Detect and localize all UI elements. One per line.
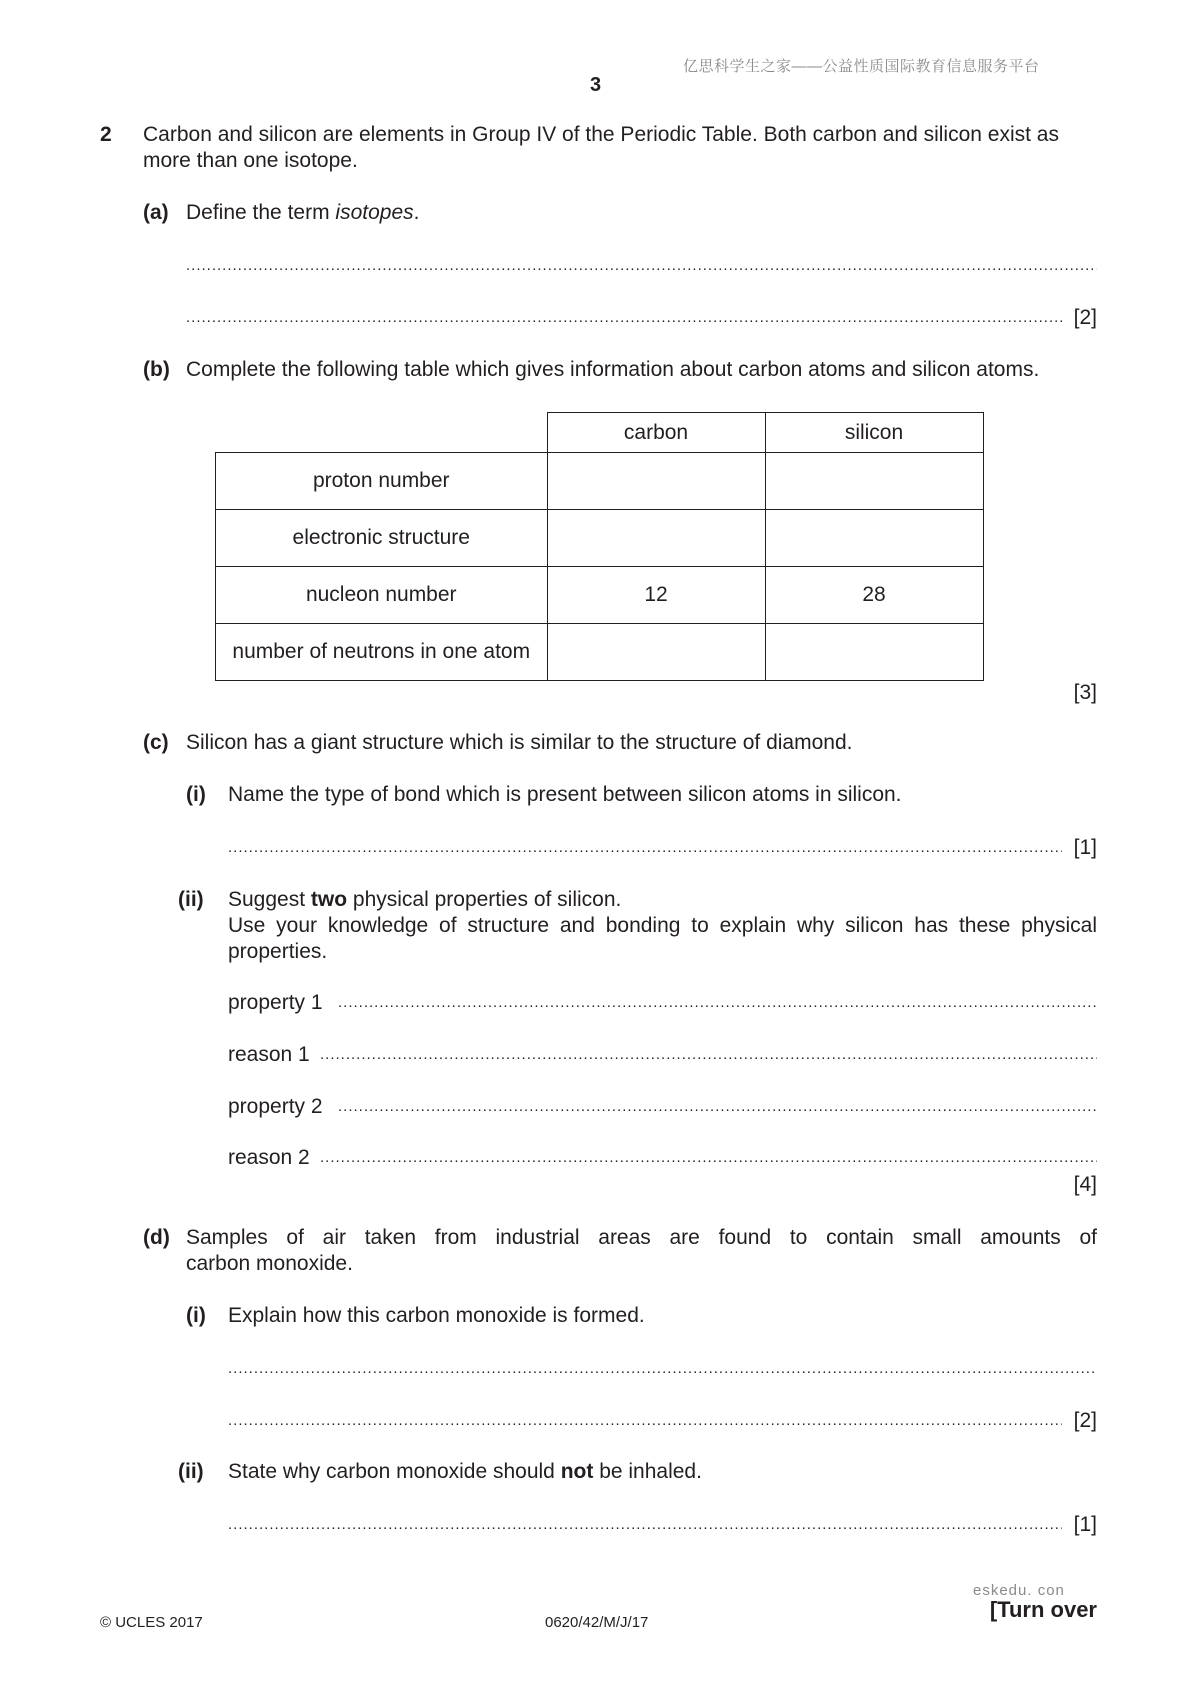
row-label-proton-number: proton number [216, 453, 548, 510]
cell-carbon-nucleon: 12 [547, 567, 765, 624]
cell-silicon-nucleon: 28 [765, 567, 983, 624]
part-d-ii-text: State why carbon monoxide should not be inhaled. [228, 1460, 702, 1483]
table-corner [216, 413, 548, 453]
part-d-ii-label: (ii) [178, 1460, 204, 1483]
question-intro: Carbon and silicon are elements in Group IV of the Periodic Table. Both carbon and silicon exist as more than one isotope. [143, 123, 1059, 172]
cell-carbon-proton[interactable] [547, 453, 765, 510]
part-d-i-text: Explain how this carbon monoxide is formed. [228, 1304, 645, 1327]
part-c-i-label: (i) [186, 783, 206, 806]
row-label-nucleon-number: nucleon number [216, 567, 548, 624]
cell-carbon-neutrons[interactable] [547, 624, 765, 681]
turn-over: [Turn over [989, 1597, 1097, 1622]
answer-line-property-1[interactable] [338, 990, 1097, 1016]
answer-line-d-ii[interactable] [228, 1512, 1062, 1538]
answer-line-property-2[interactable] [338, 1094, 1097, 1120]
property-2-label: property 2 [228, 1095, 323, 1118]
isotopes-term: isotopes [335, 201, 414, 224]
mark-d-i: [2] [1073, 1409, 1097, 1432]
table-row [216, 510, 984, 567]
answer-line-d-i-1[interactable] [228, 1356, 1097, 1382]
bold-two: two [310, 888, 348, 911]
answer-line-reason-2[interactable] [320, 1145, 1097, 1171]
mark-c-ii: [4] [1073, 1173, 1097, 1196]
mark-c-i: [1] [1073, 836, 1097, 859]
part-c-ii-line3: properties. [228, 940, 328, 963]
part-d-line2: carbon monoxide. [186, 1252, 353, 1275]
part-c-text: Silicon has a giant structure which is similar to the structure of diamond. [186, 731, 853, 754]
part-d-line1: Samples of air taken from industrial areas are found to contain small amounts of [186, 1226, 1097, 1249]
table-row [216, 624, 984, 681]
copyright: © UCLES 2017 [100, 1614, 203, 1631]
answer-line-c-i[interactable] [228, 835, 1062, 861]
paper-code: 0620/42/M/J/17 [545, 1614, 649, 1631]
cell-silicon-proton[interactable] [765, 453, 983, 510]
answer-line-a2[interactable] [186, 305, 1062, 331]
answer-line-d-i-2[interactable] [228, 1408, 1062, 1434]
property-1-label: property 1 [228, 991, 323, 1014]
watermark-header: 亿思科学生之家——公益性质国际教育信息服务平台 [683, 58, 1040, 75]
part-a-label: (a) [143, 201, 169, 224]
page-number: 3 [589, 74, 602, 96]
part-c-ii-text: Suggest two physical properties of silicon. [228, 888, 622, 911]
part-a-text: Define the term isotopes. [186, 201, 420, 224]
table-header-silicon: silicon [765, 413, 983, 453]
cell-silicon-electronic[interactable] [765, 510, 983, 567]
row-label-electronic-structure: electronic structure [216, 510, 548, 567]
question-number: 2 [100, 123, 112, 146]
part-c-i-text: Name the type of bond which is present between silicon atoms in silicon. [228, 783, 902, 806]
part-d-label: (d) [143, 1226, 170, 1249]
reason-2-label: reason 2 [228, 1146, 310, 1169]
table-row [216, 567, 984, 624]
watermark-footer: eskedu. con [973, 1582, 1065, 1599]
table-header-carbon: carbon [547, 413, 765, 453]
part-d-i-label: (i) [186, 1304, 206, 1327]
mark-b: [3] [1073, 681, 1097, 704]
bold-not: not [560, 1460, 594, 1483]
table-row [216, 453, 984, 510]
cell-carbon-electronic[interactable] [547, 510, 765, 567]
mark-a: [2] [1073, 306, 1097, 329]
reason-1-label: reason 1 [228, 1043, 310, 1066]
cell-silicon-neutrons[interactable] [765, 624, 983, 681]
part-b-text: Complete the following table which gives information about carbon atoms and silicon atoms. [186, 358, 1040, 381]
answer-line-a1[interactable] [186, 253, 1097, 279]
part-b-label: (b) [143, 358, 170, 381]
atoms-table [215, 412, 984, 681]
row-label-neutrons: number of neutrons in one atom [216, 624, 548, 681]
part-c-ii-line2: Use your knowledge of structure and bonding to explain why silicon has these physical [228, 914, 1097, 937]
answer-line-reason-1[interactable] [320, 1042, 1097, 1068]
mark-d-ii: [1] [1073, 1513, 1097, 1536]
part-c-ii-label: (ii) [178, 888, 204, 911]
part-c-label: (c) [143, 731, 169, 754]
